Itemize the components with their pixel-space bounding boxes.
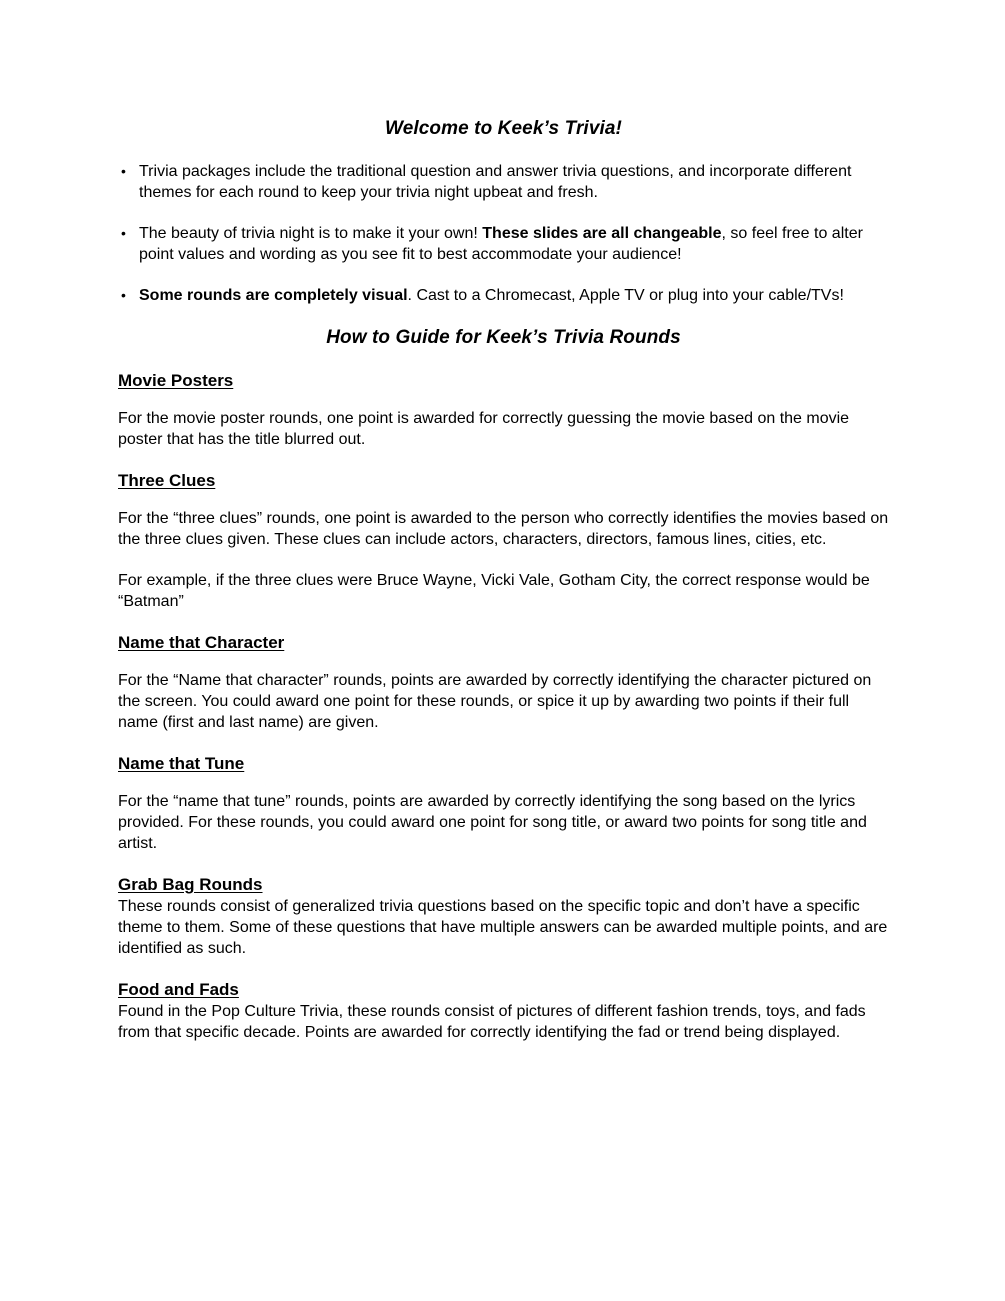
section-heading-name-that-tune: Name that Tune bbox=[118, 754, 245, 773]
text-run: . Cast to a Chromecast, Apple TV or plug into your cable/TVs! bbox=[407, 287, 844, 304]
text-run: For the “three clues” rounds, one point is awarded to the person who correctly identifies the movies based on the three clues given. These clues can include actors, characters, directors, famous lines, cities, etc. bbox=[118, 510, 889, 548]
guide-title: How to Guide for Keek’s Trivia Rounds bbox=[326, 327, 681, 348]
bullet-list bbox=[118, 161, 889, 306]
text-run: For the “name that tune” rounds, points are awarded by correctly identifying the song based on the lyrics provided. For these rounds, you could award one point for song title, or award two points for song title and artist. bbox=[118, 793, 867, 852]
paragraph bbox=[118, 791, 889, 854]
bullet-item bbox=[118, 285, 889, 306]
main-title: Welcome to Keek’s Trivia! bbox=[385, 118, 622, 139]
bold-text-run: These slides are all changeable bbox=[482, 225, 722, 242]
text-run: The beauty of trivia night is to make it your own! bbox=[139, 225, 483, 242]
section-heading-grab-bag-rounds: Grab Bag Rounds bbox=[118, 875, 263, 894]
paragraph bbox=[118, 408, 889, 450]
text-run: Trivia packages include the traditional question and answer trivia questions, and incorporate different themes for each round to keep your trivia night upbeat and fresh. bbox=[139, 163, 852, 201]
text-run: These rounds consist of generalized trivia questions based on the specific topic and don’t have a specific theme to them. Some of these questions that have multiple answers can be awarded multiple points, and are identified as such. bbox=[118, 898, 888, 957]
bold-text-run: Some rounds are completely visual bbox=[139, 287, 408, 304]
paragraph bbox=[118, 1001, 889, 1043]
bullet-item bbox=[118, 161, 889, 203]
text-run: For the “Name that character” rounds, points are awarded by correctly identifying the character pictured on the screen. You could award one point for these rounds, or spice it up by awarding two points if their full name (first and last name) are given. bbox=[118, 672, 872, 731]
section-heading-name-that-character: Name that Character bbox=[118, 633, 285, 652]
paragraph bbox=[118, 570, 889, 612]
text-run: , so feel free to alter point values and wording as you see fit to best accommodate your audience! bbox=[139, 225, 863, 263]
section-heading-movie-posters: Movie Posters bbox=[118, 371, 234, 390]
paragraph bbox=[118, 896, 889, 959]
bullet-item bbox=[118, 223, 889, 265]
paragraph bbox=[118, 670, 889, 733]
section-heading-three-clues: Three Clues bbox=[118, 471, 216, 490]
section-heading-food-and-fads: Food and Fads bbox=[118, 980, 239, 999]
paragraph bbox=[118, 508, 889, 550]
text-run: Found in the Pop Culture Trivia, these rounds consist of pictures of different fashion trends, toys, and fads from that specific decade. Points are awarded for correctly identifying the fad or trend being displayed. bbox=[118, 1003, 866, 1041]
document-content bbox=[118, 117, 889, 1043]
text-run: For the movie poster rounds, one point is awarded for correctly guessing the movie based on the movie poster that has the title blurred out. bbox=[118, 410, 850, 448]
text-run: For example, if the three clues were Bruce Wayne, Vicki Vale, Gotham City, the correct response would be “Batman” bbox=[118, 572, 870, 610]
